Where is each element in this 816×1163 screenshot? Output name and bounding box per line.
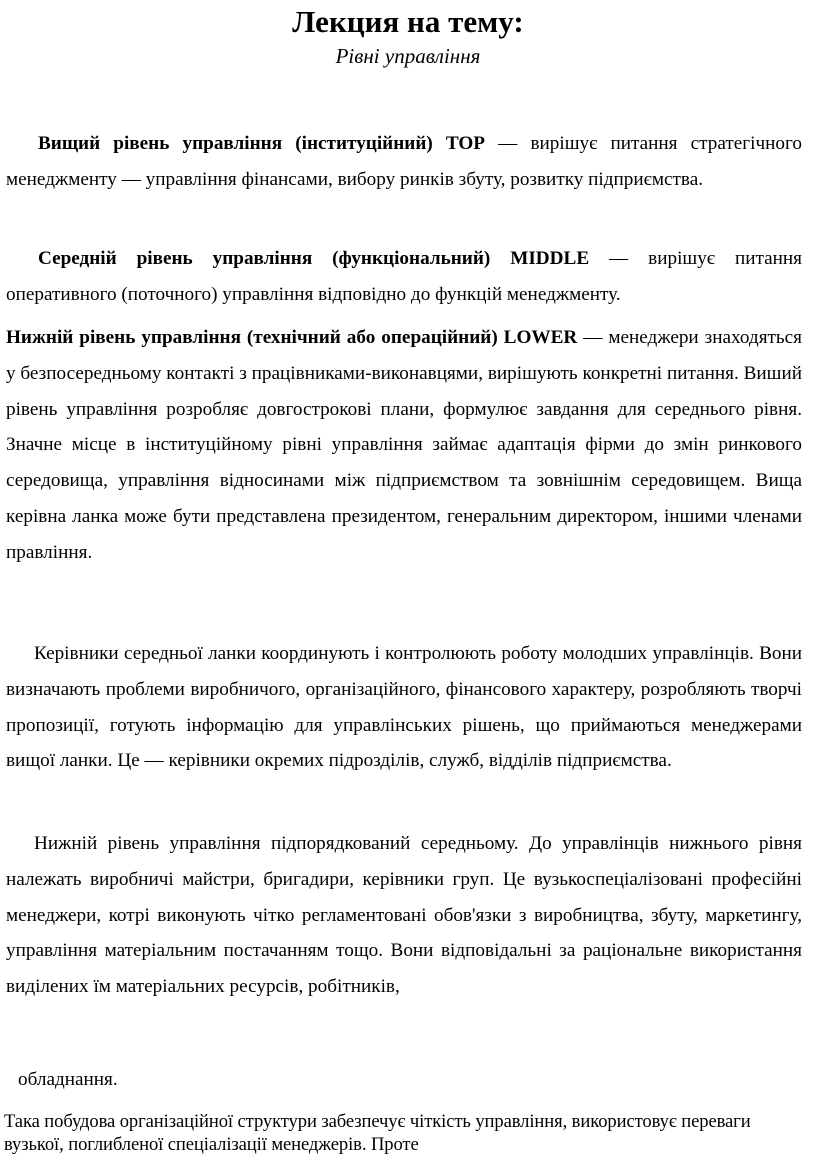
page-title: Лекция на тему: [292, 4, 524, 39]
paragraph-top-level-text: — вирішує питання стратегічного менеджменту — управління фінансами, вибору ринків збуту, розвитку підприємства. [6, 133, 802, 190]
paragraph-middle-level-text: — вирішує питання оперативного (поточного) управління відповідно до функцій менеджменту. [6, 248, 802, 305]
paragraph-lower-level [6, 320, 802, 571]
paragraph-lower-managers [6, 826, 802, 1005]
paragraph-middle-level [6, 241, 802, 313]
paragraph-structure: Така побудова організаційної структури забезпечує чіткість управління, використовує переваги вузької, поглибленої спеціалізації менеджерів. Проте [4, 1111, 751, 1155]
paragraph-middle-managers [6, 636, 802, 779]
term-top-level: Вищий рівень управління (інституційний) TOP [38, 133, 486, 154]
paragraph-lower-level-text: — менеджери знаходяться у безпосередньому контакті з працівниками-виконавцями, вирішують конкретні питання. Виший рівень управління розробляє довгострокові плани, формулює завдання для середнього рівня. Значне місце в інституційному рівні управління займає адаптація фірми до змін ринкового середовища, управління відносинами між підприємством та зовнішнім середовищем. Вища керівна ланка може бути представлена президентом, генеральним директором, іншими членами правління. [6, 327, 802, 563]
paragraph-tail-text: обладнання. [18, 1069, 118, 1090]
paragraph-lower-managers-tail [18, 1062, 718, 1098]
paragraph-lower-managers-text: Нижній рівень управління підпорядкований середньому. До управлінців нижнього рівня належать виробничі майстри, бригадири, керівники груп. Це вузькоспеціалізовані професійні менеджери, котрі виконують чітко регламентовані обов'язки з виробництва, збуту, маркетингу, управління матеріальним постачанням тощо. Вони відповідальні за раціональне використання виділених їм матеріальних ресурсів, робітників, [6, 833, 802, 998]
page-subtitle: Рівні управління [335, 44, 481, 68]
term-lower-level: Нижній рівень управління (технічний або операційний) LOWER [6, 327, 578, 348]
term-middle-level: Середній рівень управління (функціональний) MIDDLE [38, 248, 590, 269]
paragraph-top-level [6, 126, 802, 198]
paragraph-middle-managers-text: Керівники середньої ланки координують і контролюють роботу молодших управлінців. Вони визначають проблеми виробничого, організаційного, фінансового характеру, розробляють творчі пропозиції, готують інформацію для управлінських рішень, що приймаються менеджерами вищої ланки. Це — керівники окремих підрозділів, служб, відділів підприємства. [6, 643, 802, 772]
